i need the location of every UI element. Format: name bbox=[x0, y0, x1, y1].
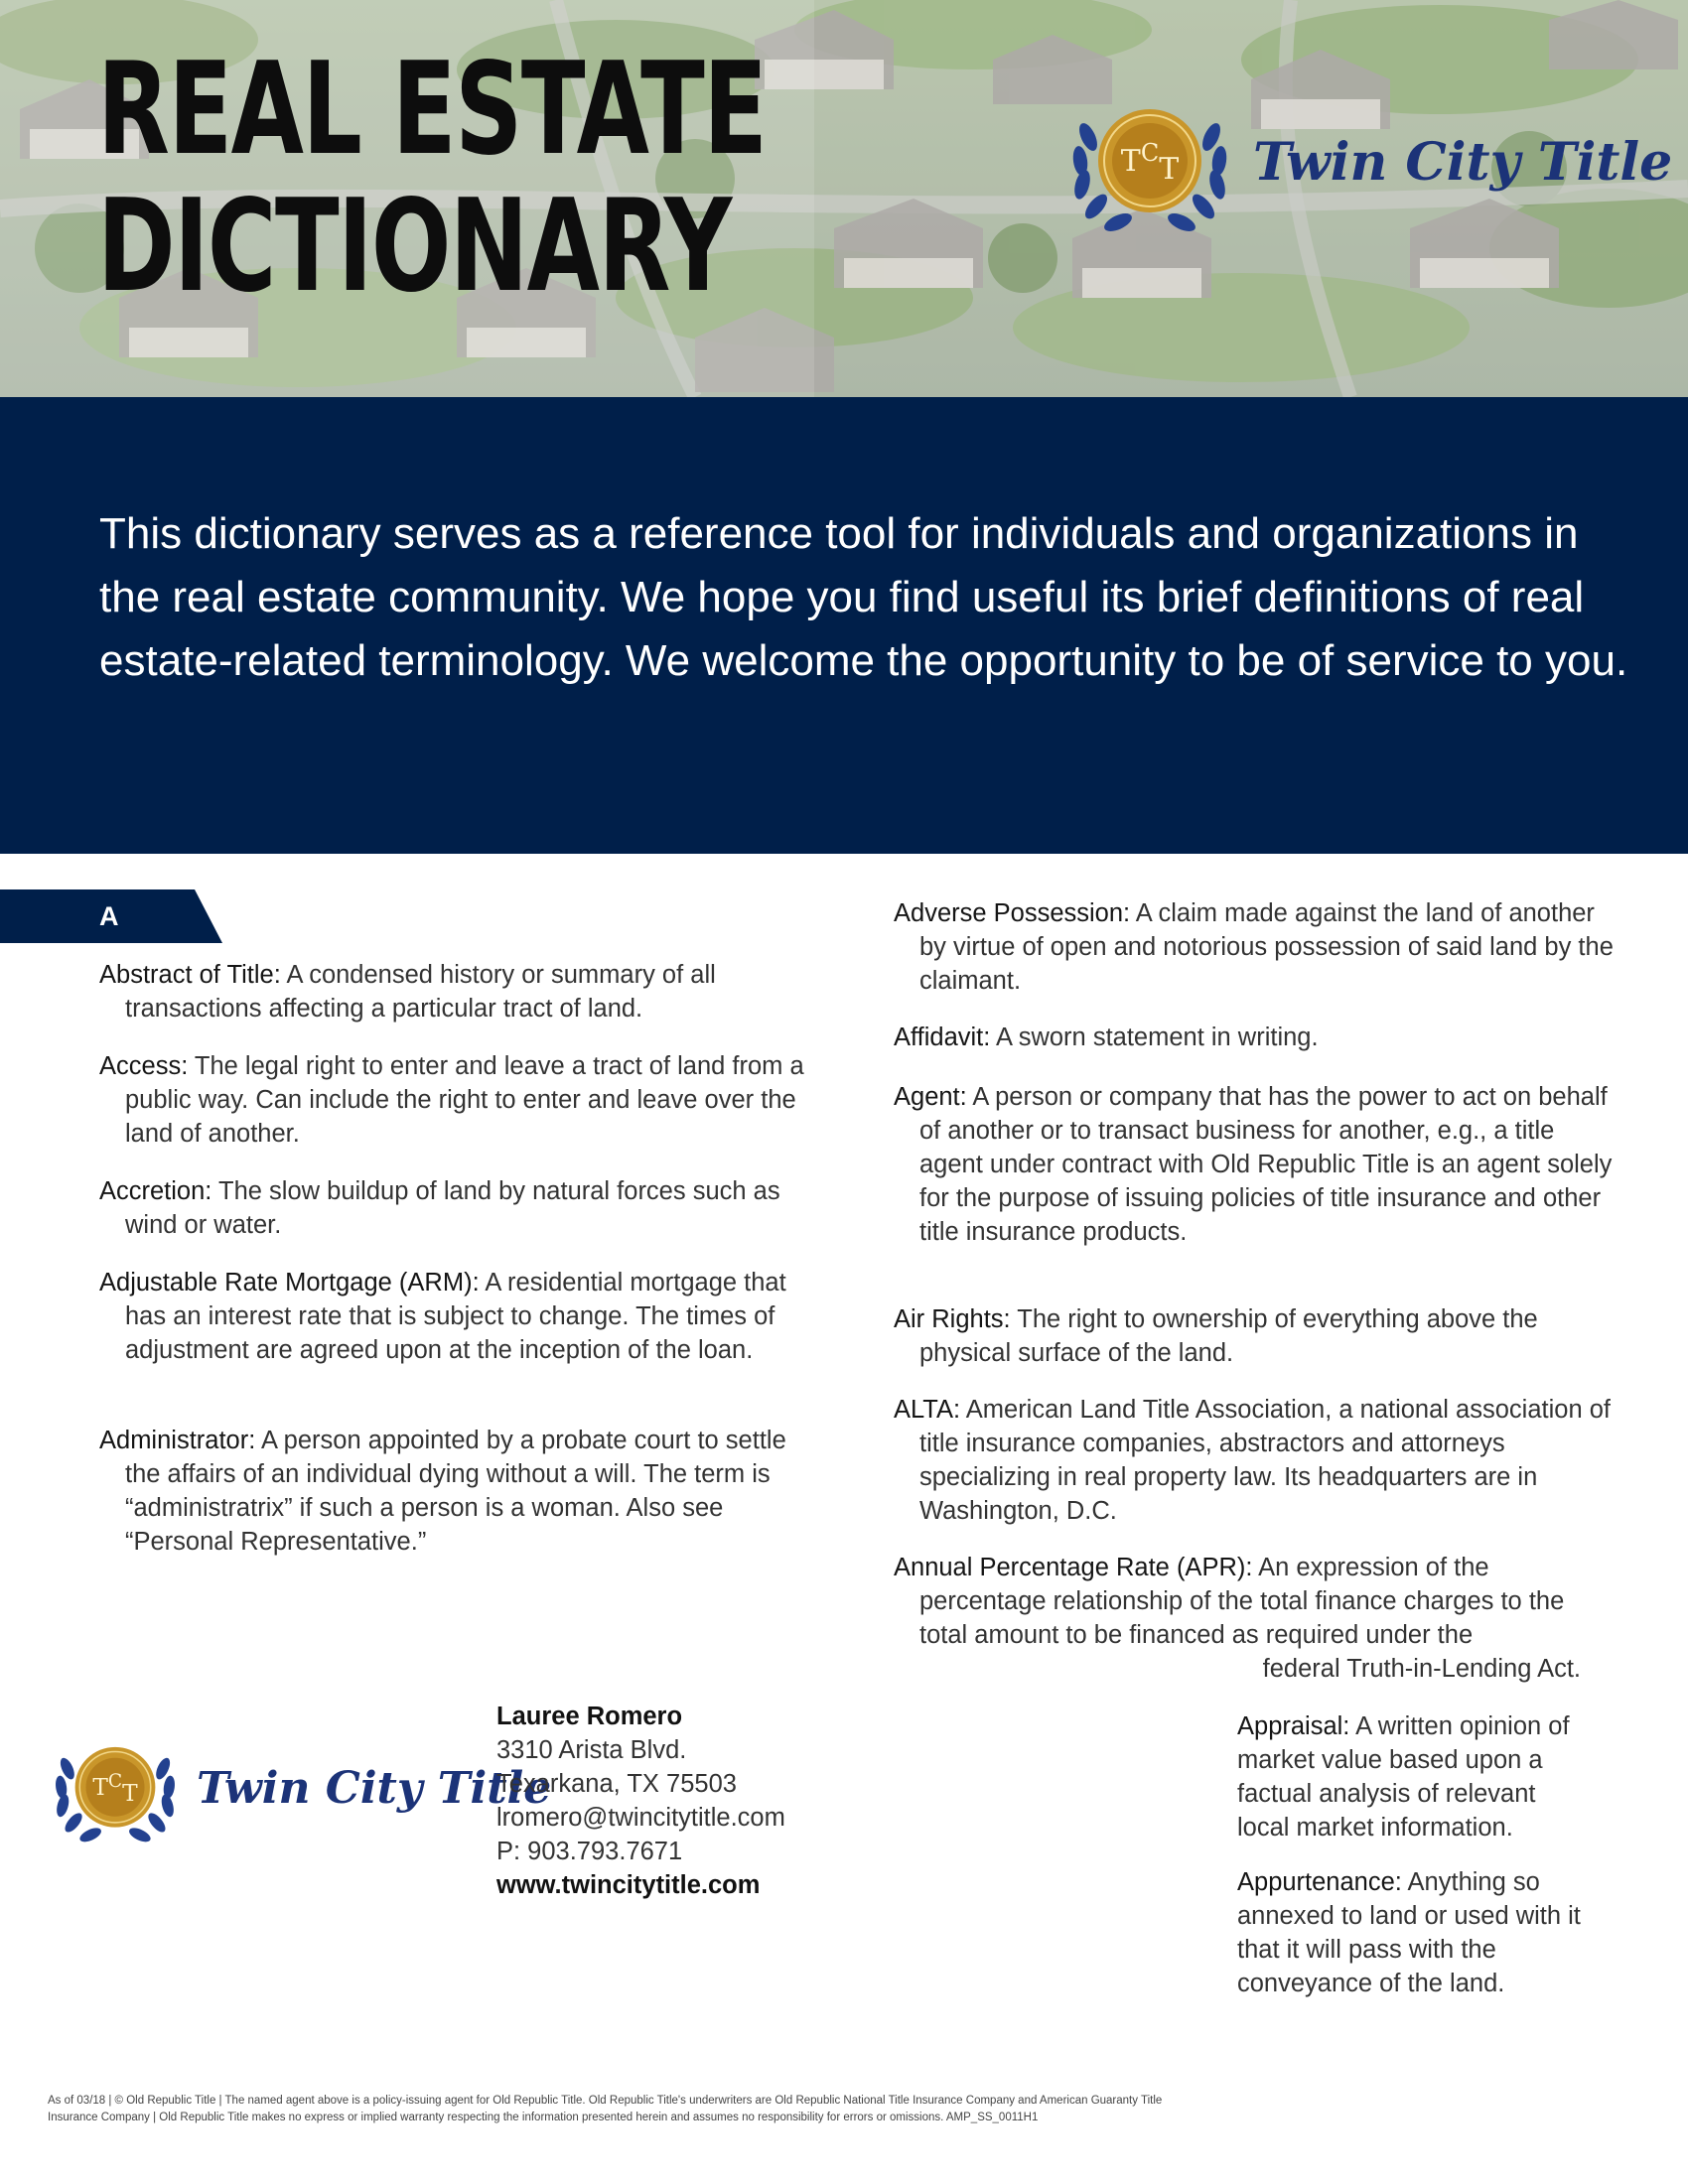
laurel-seal-icon bbox=[46, 1722, 185, 1853]
entry-definition: A person or company that has the power to act on behalf of another or to transact business for another, e.g., a title agent under contract with Old Republic Title is an agent solely for the purpose of issuing policies of title insurance and other title insurance products. bbox=[919, 1083, 1613, 1246]
entry-definition: An expression of the percentage relationship of the total finance charges to the total amount to be financed as required under the bbox=[919, 1554, 1565, 1649]
monogram-text: $T^CT$ bbox=[1120, 139, 1180, 187]
entry-agent bbox=[894, 1080, 1615, 1249]
section-letter: A bbox=[99, 901, 119, 931]
entry-definition: A claim made against the land of another by virtue of open and notorious possession of said land by the claimant. bbox=[919, 899, 1614, 995]
entry-term: Appurtenance: bbox=[1237, 1868, 1402, 1896]
entry-alta bbox=[894, 1393, 1615, 1528]
entry-definition: A residential mortgage that has an interest rate that is subject to change. The times of adjustment are agreed upon at the inception of the loan. bbox=[125, 1269, 786, 1364]
entry-term: Administrator: bbox=[99, 1427, 256, 1454]
page-title bbox=[97, 36, 767, 321]
entry-term: Abstract of Title: bbox=[99, 961, 281, 989]
entry-definition: A person appointed by a probate court to settle the affairs of an individual dying without a will. The term is “administratrix” if such a person is a woman. Also see “Personal Representative.” bbox=[125, 1427, 786, 1556]
entry-definition: The slow buildup of land by natural forces such as wind or water. bbox=[125, 1177, 780, 1239]
section-letter-tab bbox=[0, 889, 222, 943]
entry-definition: The right to ownership of everything above the physical surface of the land. bbox=[919, 1305, 1538, 1367]
entry-adverse-possession bbox=[894, 896, 1615, 998]
entry-appraisal bbox=[1237, 1709, 1595, 1844]
entry-term: Adjustable Rate Mortgage (ARM): bbox=[99, 1269, 480, 1297]
footer-disclaimer: As of 03/18 | © Old Republic Title | The named agent above is a policy-issuing agent for Old Republic Title. Old Republic Title's underwriters are Old Republic National Title Insurance Company and American Guaranty Title Insurance Company | Old Republic Title makes no express or implied warranty respecting the information presented herein and assumes no responsibility for errors or omissions. AMP_SS_0011H1 bbox=[48, 2095, 1163, 2123]
monogram-text: $T^CT$ bbox=[92, 1771, 138, 1808]
entry-accretion bbox=[99, 1174, 820, 1242]
entry-term: Accretion: bbox=[99, 1177, 212, 1205]
entry-administrator bbox=[99, 1424, 820, 1559]
contact-phone[interactable]: P: 903.793.7671 bbox=[496, 1838, 683, 1865]
entry-adjustable-rate-mortgage bbox=[99, 1266, 820, 1367]
entry-definition: Anything so annexed to land or used with it that it will pass with the conveyance of the land. bbox=[1237, 1868, 1581, 1997]
contact-name: Lauree Romero bbox=[496, 1703, 683, 1730]
entry-definition: A sworn statement in writing. bbox=[990, 1024, 1319, 1051]
title-line-1: REAL ESTATE bbox=[97, 36, 767, 184]
entry-definition: The legal right to enter and leave a tract of land from a public way. Can include the right to enter and leave over the land of another. bbox=[125, 1052, 804, 1148]
brand-logo bbox=[1060, 77, 1672, 246]
entry-appurtenance bbox=[1237, 1865, 1595, 2000]
entry-term: Adverse Possession: bbox=[894, 899, 1131, 927]
entry-term: Annual Percentage Rate (APR): bbox=[894, 1554, 1253, 1581]
contact-card bbox=[496, 1700, 785, 1902]
intro-banner bbox=[0, 397, 1688, 854]
footer-brand-logo bbox=[46, 1722, 551, 1853]
entry-access bbox=[99, 1049, 836, 1151]
entry-term: Appraisal: bbox=[1237, 1712, 1350, 1740]
entry-annual-percentage-rate bbox=[894, 1551, 1615, 1652]
entry-definition: American Land Title Association, a national association of title insurance companies, abstractors and attorneys specializing in real property law. Its headquarters are in Washington, D.C. bbox=[919, 1396, 1611, 1525]
intro-text: This dictionary serves as a reference tool for individuals and organizations in the real estate community. We hope you find useful its brief definitions of real estate-related terminology. We welcome the opportunity to be of service to you. bbox=[99, 509, 1628, 685]
laurel-seal-icon bbox=[1060, 77, 1239, 246]
title-line-2: DICTIONARY bbox=[97, 173, 731, 321]
entry-abstract-of-title bbox=[99, 958, 820, 1025]
entry-air-rights bbox=[894, 1302, 1615, 1370]
contact-email-link[interactable]: lromero@twincitytitle.com bbox=[496, 1804, 785, 1832]
entry-affidavit bbox=[894, 1021, 1615, 1054]
entry-term: ALTA: bbox=[894, 1396, 961, 1424]
entry-definition: A condensed history or summary of all transactions affecting a particular tract of land. bbox=[125, 961, 716, 1023]
entry-term: Agent: bbox=[894, 1083, 967, 1111]
header-banner bbox=[0, 0, 1688, 397]
entry-definition: A written opinion of market value based upon a factual analysis of relevant local market information. bbox=[1237, 1712, 1570, 1842]
entry-term: Access: bbox=[99, 1052, 189, 1080]
contact-address-line-1: 3310 Arista Blvd. bbox=[496, 1736, 687, 1764]
brand-wordmark: Twin City Title bbox=[197, 1762, 552, 1814]
contact-website-link[interactable]: www.twincitytitle.com bbox=[496, 1871, 761, 1899]
entry-apr-tail: federal Truth-in-Lending Act. bbox=[1262, 1655, 1581, 1683]
entry-term: Air Rights: bbox=[894, 1305, 1011, 1333]
entry-term: Affidavit: bbox=[894, 1024, 991, 1051]
brand-wordmark: Twin City Title bbox=[1253, 131, 1673, 193]
contact-address-line-2: Texarkana, TX 75503 bbox=[496, 1770, 737, 1798]
